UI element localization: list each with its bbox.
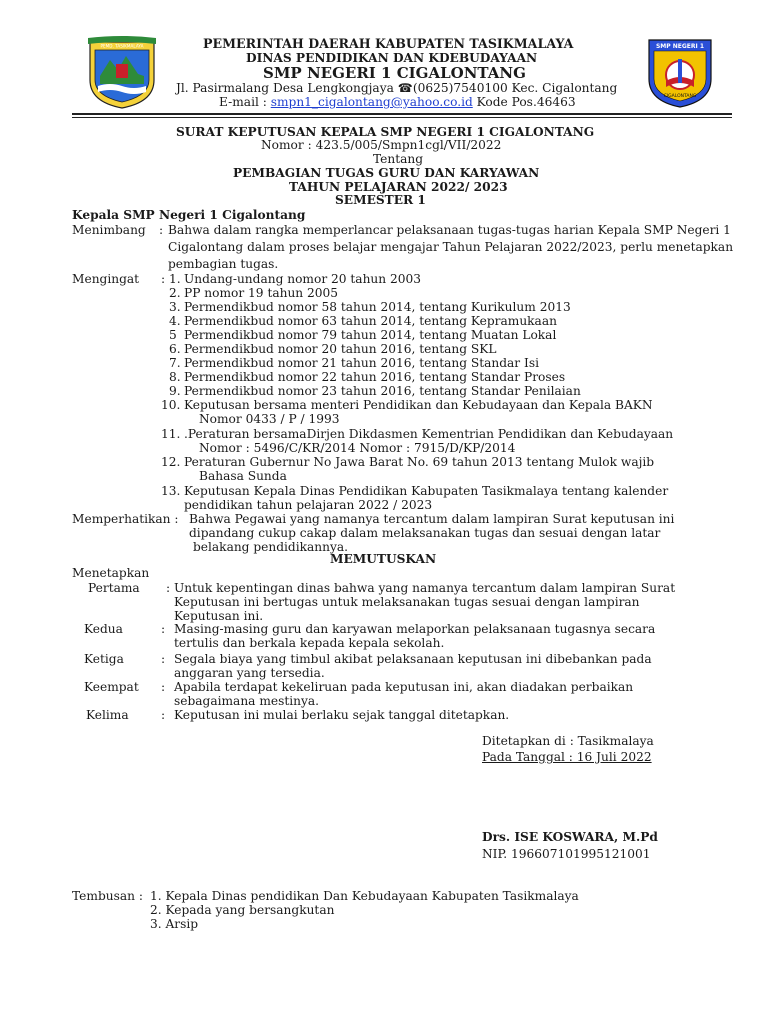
- decision-text: sebagaimana mestinya.: [174, 694, 320, 708]
- decision-colon: :: [166, 581, 171, 595]
- issued-place: Ditetapkan di : Tasikmalaya: [482, 734, 654, 748]
- memperhatikan-line: dipandang cukup cakap dalam melaksanakan tugas dan sesuai dengan latar: [189, 526, 661, 540]
- list-item: Permendikbud nomor 79 tahun 2014, tentang Muatan Lokal: [184, 328, 557, 342]
- school-emblem-icon: [646, 37, 714, 109]
- list-item: Keputusan Kepala Dinas Pendidikan Kabupaten Tasikmalaya tentang kalender: [184, 484, 669, 498]
- decision-text: tertulis dan berkala kepada kepala sekolah.: [174, 636, 445, 650]
- list-item: Permendikbud nomor 21 tahun 2016, tentang Standar Isi: [184, 356, 539, 370]
- list-item-continuation: Nomor : 5496/C/KR/2014 Nomor : 7915/D/KP/2014: [199, 441, 516, 455]
- list-item-number: 3.: [169, 300, 181, 314]
- decision-label: Kelima: [86, 708, 129, 722]
- school-address: Jl. Pasirmalang Desa Lengkongjaya ☎(0625)7540100 Kec. Cigalontang: [176, 81, 618, 95]
- list-item-number: 8.: [169, 370, 181, 384]
- decision-colon: :: [161, 680, 166, 694]
- issuer-heading: Kepala SMP Negeri 1 Cigalontang: [72, 208, 306, 222]
- decision-colon: :: [161, 708, 166, 722]
- decision-text: Masing-masing guru dan karyawan melaporkan pelaksanaan tugasnya secara: [174, 622, 656, 636]
- memperhatikan-line: belakang pendidikannya.: [193, 540, 348, 554]
- list-item-number: 6.: [169, 342, 181, 356]
- tentang-label: Tentang: [373, 152, 424, 166]
- list-item: Permendikbud nomor 20 tahun 2016, tentang SKL: [184, 342, 497, 356]
- list-item: Keputusan bersama menteri Pendidikan dan Kebudayaan dan Kepala BAKN: [184, 398, 653, 412]
- subject-line-3: SEMESTER 1: [335, 193, 426, 207]
- signatory-nip: NIP. 196607101995121001: [482, 847, 651, 861]
- decision-label: Ketiga: [84, 652, 124, 666]
- contact-line: [219, 95, 576, 109]
- government-name: PEMERINTAH DAERAH KABUPATEN TASIKMALAYA: [203, 36, 574, 51]
- list-item-continuation: Bahasa Sunda: [199, 469, 287, 483]
- signatory-name: Drs. ISE KOSWARA, M.Pd: [482, 830, 658, 844]
- decree-number: Nomor : 423.5/005/Smpn1cgl/VII/2022: [261, 138, 502, 152]
- postal-code: Kode Pos.46463: [472, 95, 576, 109]
- memutuskan-heading: MEMUTUSKAN: [330, 552, 437, 566]
- list-item: Peraturan Gubernur No Jawa Barat No. 69 tahun 2013 tentang Mulok wajib: [184, 455, 655, 469]
- list-item: Permendikbud nomor 63 tahun 2014, tentang Kepramukaan: [184, 314, 557, 328]
- list-item-number: 11.: [161, 427, 181, 441]
- menimbang-line: pembagian tugas.: [168, 257, 279, 271]
- decision-text: Untuk kepentingan dinas bahwa yang namanya tercantum dalam lampiran Surat: [174, 581, 676, 595]
- decision-text: Keputusan ini.: [174, 609, 264, 623]
- decision-colon: :: [161, 652, 166, 666]
- memperhatikan-label: Memperhatikan :: [72, 512, 179, 526]
- decision-label: Kedua: [84, 622, 123, 636]
- list-item-number: 7.: [169, 356, 181, 370]
- list-item-number: 12.: [161, 455, 181, 469]
- decision-label: Keempat: [84, 680, 139, 694]
- list-item: .Peraturan bersamaDirjen Dikdasmen Kementrian Pendidikan dan Kebudayaan: [184, 427, 674, 441]
- issued-date: Pada Tanggal : 16 Juli 2022: [482, 750, 652, 764]
- list-item-number: 13.: [161, 484, 181, 498]
- list-item: Permendikbud nomor 22 tahun 2016, tentang Standar Proses: [184, 370, 566, 384]
- decree-title: SURAT KEPUTUSAN KEPALA SMP NEGERI 1 CIGALONTANG: [176, 125, 595, 139]
- menetapkan-label: Menetapkan: [72, 566, 150, 580]
- list-item-number: 2.: [169, 286, 181, 300]
- left-logo-text: PEMD. TASIKMALAYA: [100, 43, 144, 49]
- menimbang-label: Menimbang: [72, 223, 146, 237]
- tembusan-item: 2. Kepada yang bersangkutan: [150, 903, 335, 917]
- mengingat-label: Mengingat: [72, 272, 140, 286]
- tembusan-label: Tembusan :: [72, 889, 143, 903]
- letterhead-divider-thin: [72, 117, 732, 118]
- list-item-continuation: Nomor 0433 / P / 1993: [199, 412, 340, 426]
- menimbang-line: Cigalontang dalam proses belajar mengajar Tahun Pelajaran 2022/2023, perlu menetapkan: [168, 240, 734, 254]
- memperhatikan-line: Bahwa Pegawai yang namanya tercantum dalam lampiran Surat keputusan ini: [189, 512, 675, 526]
- right-logo-text: SMP NEGERI 1: [655, 43, 705, 50]
- email-label: E-mail :: [219, 95, 271, 109]
- decision-colon: :: [161, 622, 166, 636]
- menimbang-colon: :: [159, 223, 164, 237]
- decision-text: anggaran yang tersedia.: [174, 666, 325, 680]
- list-item-number: 5: [169, 328, 177, 342]
- mengingat-colon: :: [161, 272, 166, 286]
- decision-text: Segala biaya yang timbul akibat pelaksanaan keputusan ini dibebankan pada: [174, 652, 652, 666]
- subject-line-1: PEMBAGIAN TUGAS GURU DAN KARYAWAN: [233, 166, 540, 180]
- right-logo-bottom-text: CIGALONTANG: [663, 94, 697, 99]
- letterhead-divider: [72, 113, 732, 115]
- tembusan-item: 1. Kepala Dinas pendidikan Dan Kebudayaan Kabupaten Tasikmalaya: [150, 889, 579, 903]
- subject-line-2: TAHUN PELAJARAN 2022/ 2023: [289, 180, 508, 194]
- list-item-number: 1.: [169, 272, 181, 286]
- decision-text: Apabila terdapat kekeliruan pada keputusan ini, akan diadakan perbaikan: [174, 680, 634, 694]
- list-item: Undang-undang nomor 20 tahun 2003: [184, 272, 422, 286]
- menimbang-line: Bahwa dalam rangka memperlancar pelaksanaan tugas-tugas harian Kepala SMP Negeri 1: [168, 223, 731, 237]
- school-name: SMP NEGERI 1 CIGALONTANG: [263, 64, 526, 82]
- tembusan-item: 3. Arsip: [150, 917, 199, 931]
- list-item: PP nomor 19 tahun 2005: [184, 286, 339, 300]
- decision-text: Keputusan ini bertugas untuk melaksanakan tugas sesuai dengan lampiran: [174, 595, 640, 609]
- list-item-number: 4.: [169, 314, 181, 328]
- decision-text: Keputusan ini mulai berlaku sejak tanggal ditetapkan.: [174, 708, 510, 722]
- list-item-continuation: pendidikan tahun pelajaran 2022 / 2023: [184, 498, 433, 512]
- list-item: Permendikbud nomor 58 tahun 2014, tentang Kurikulum 2013: [184, 300, 571, 314]
- list-item-number: 9.: [169, 384, 181, 398]
- tasikmalaya-emblem-icon: [86, 36, 158, 110]
- department-name: DINAS PENDIDIKAN DAN KDEBUDAYAAN: [246, 51, 538, 65]
- email-link[interactable]: smpn1_cigalontang@yahoo.co.id: [270, 95, 473, 109]
- list-item-number: 10.: [161, 398, 181, 412]
- decision-label: Pertama: [88, 581, 140, 595]
- list-item: Permendikbud nomor 23 tahun 2016, tentang Standar Penilaian: [184, 384, 581, 398]
